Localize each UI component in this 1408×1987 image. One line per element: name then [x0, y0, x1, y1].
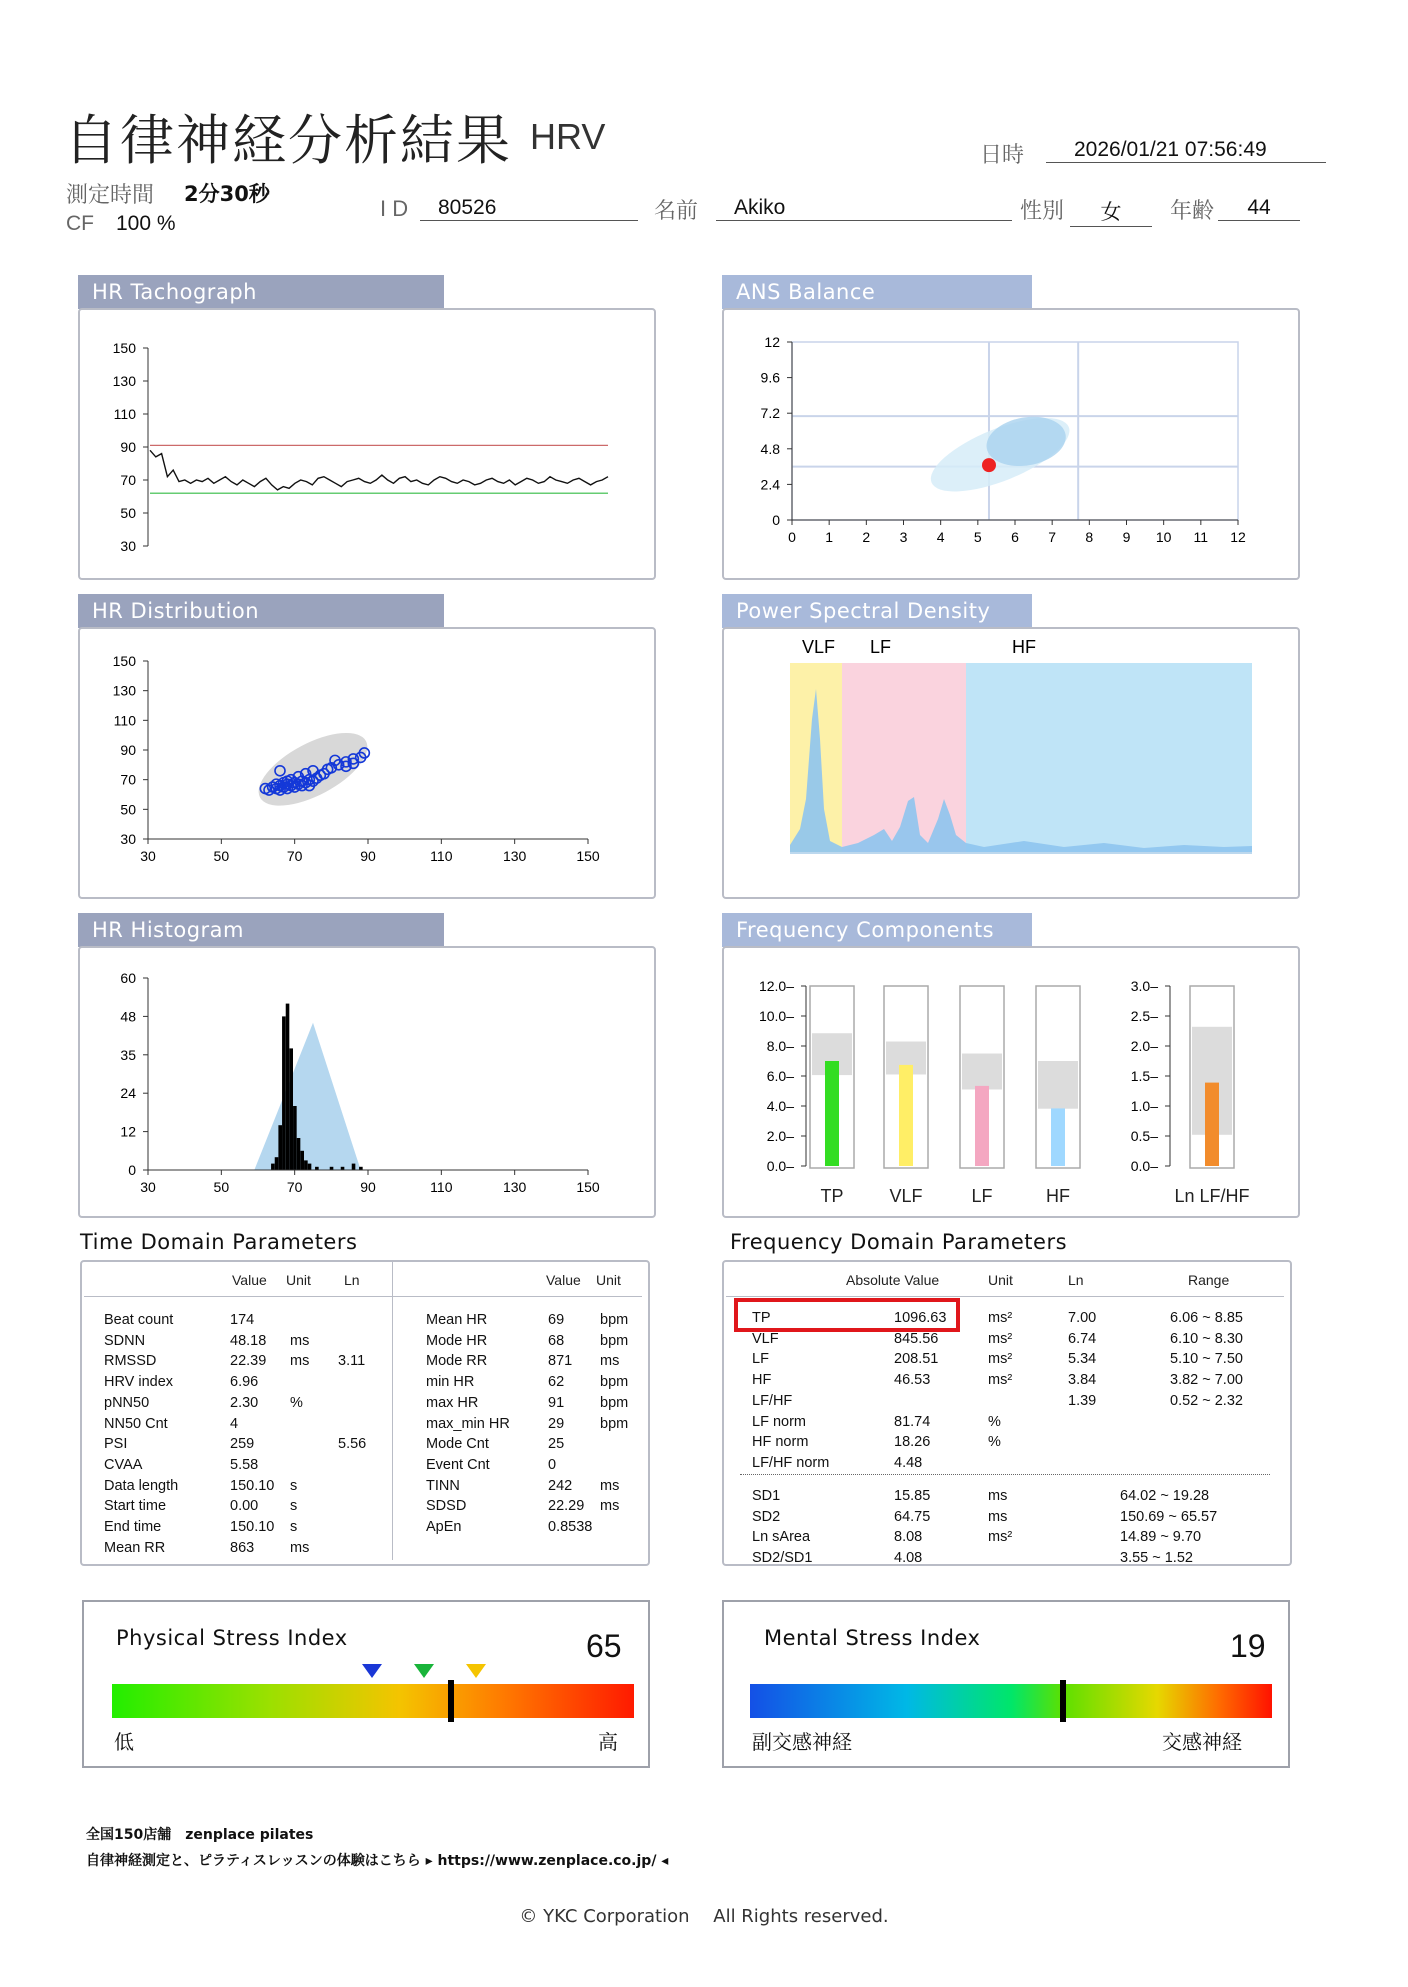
param-range: 0.52 ~ 2.32: [1170, 1392, 1243, 1409]
param-name: LF/HF norm: [752, 1454, 830, 1471]
param-name: pNN50: [104, 1394, 150, 1411]
param-name: CVAA: [104, 1456, 143, 1473]
param-unit: s: [290, 1498, 298, 1515]
param-unit: %: [988, 1413, 1001, 1430]
y-tick-label: 2.4: [760, 476, 780, 493]
param-unit: ms²: [988, 1330, 1013, 1347]
ans-balance-chart: [724, 310, 1296, 576]
param-name: SDSD: [426, 1498, 467, 1515]
component-label: Ln LF/HF: [1174, 1186, 1250, 1206]
mental-stress-low-label: 副交感神経: [752, 1730, 852, 1754]
band-label-lf: LF: [870, 637, 892, 657]
param-name: max HR: [426, 1394, 479, 1411]
header-absolute-value: Absolute Value: [846, 1272, 940, 1288]
y-tick-label: 130: [112, 373, 136, 389]
param-range: 64.02 ~ 19.28: [1120, 1488, 1210, 1504]
hr-histogram-tab: HR Histogram: [78, 913, 444, 947]
x-tick-label: 3: [899, 529, 908, 545]
physical-stress-high-label: 高: [598, 1730, 618, 1754]
param-value: 2.30: [230, 1394, 259, 1411]
mental-stress-value: 19: [1230, 1628, 1266, 1664]
id-label: I D: [380, 196, 409, 221]
y-tick-label: 0: [772, 512, 780, 528]
param-value: 18.26: [894, 1434, 931, 1451]
hr-tachograph-chart: [80, 310, 652, 576]
param-value: 845.56: [894, 1330, 939, 1347]
header-unit: Unit: [988, 1272, 1013, 1288]
y-tick-label: 9.6: [760, 369, 780, 386]
param-value: 0.8538: [548, 1519, 593, 1535]
param-range: 6.10 ~ 8.30: [1170, 1330, 1243, 1347]
param-name: Event Cnt: [426, 1456, 490, 1473]
measure-time-label: 測定時間: [66, 183, 155, 208]
band-label-hf: HF: [1012, 637, 1036, 657]
y-tick-label: 110: [113, 712, 136, 729]
x-tick-label: 130: [502, 1179, 527, 1195]
param-value: 29: [548, 1415, 565, 1432]
param-value: 68: [548, 1332, 565, 1349]
x-tick-label: 130: [502, 848, 527, 864]
param-unit: bpm: [600, 1415, 629, 1432]
param-unit: %: [988, 1434, 1001, 1451]
param-value: 48.18: [230, 1332, 267, 1349]
param-name: ApEn: [426, 1519, 462, 1535]
age-value: 44: [1218, 196, 1300, 221]
param-ln: 3.11: [338, 1353, 366, 1370]
param-ln: 3.84: [1068, 1372, 1097, 1389]
param-name: VLF: [752, 1330, 779, 1347]
param-name: TINN: [426, 1477, 460, 1494]
param-unit: ms: [290, 1332, 310, 1349]
y-tick-label: 12.0–: [758, 978, 794, 994]
param-unit: ms²: [988, 1351, 1013, 1368]
physical-stress-title: Physical Stress Index: [116, 1626, 348, 1650]
param-value: 208.51: [894, 1351, 939, 1368]
param-name: HRV index: [104, 1374, 174, 1391]
histogram-bar: [308, 1164, 312, 1170]
param-name: Mode RR: [426, 1353, 488, 1370]
x-tick-label: 7: [1048, 529, 1057, 545]
y-tick-label: 70: [120, 771, 136, 788]
tp-highlight-box: [734, 1298, 960, 1332]
cf-label: CF: [66, 212, 94, 235]
param-name: HF norm: [752, 1434, 809, 1451]
measure-time-value: 2分30秒: [184, 182, 270, 206]
hr-tachograph-tab: HR Tachograph: [78, 275, 444, 309]
param-range: 14.89 ~ 9.70: [1120, 1529, 1202, 1546]
x-tick-label: 50: [213, 848, 230, 864]
param-name: Mode HR: [426, 1332, 488, 1349]
y-tick-label: 50: [120, 801, 136, 818]
param-unit: %: [290, 1394, 303, 1411]
param-unit: s: [290, 1519, 298, 1535]
x-tick-label: 0: [788, 529, 796, 545]
param-unit: ms²: [988, 1529, 1013, 1546]
x-tick-label: 150: [576, 848, 600, 864]
name-label: 名前: [654, 199, 699, 224]
param-unit: bpm: [600, 1312, 629, 1328]
tinn-triangle: [254, 1023, 360, 1170]
freq-domain-dotted-divider: [740, 1474, 1270, 1475]
y-tick-label: 12: [120, 1123, 136, 1140]
param-unit: bpm: [600, 1374, 629, 1391]
param-name: HF: [752, 1372, 772, 1389]
histogram-bar: [300, 1151, 304, 1170]
param-name: PSI: [104, 1436, 128, 1453]
param-value: 22.29: [548, 1498, 585, 1515]
param-value: 4.08: [894, 1550, 923, 1567]
physical-stress-indicators: [84, 1660, 644, 1682]
histogram-bar: [293, 1106, 297, 1170]
param-ln: 5.56: [338, 1436, 367, 1453]
param-value: 22.39: [230, 1353, 267, 1370]
param-value: 62: [548, 1374, 565, 1391]
param-name: LF: [752, 1351, 769, 1368]
param-name: Start time: [104, 1498, 167, 1515]
x-tick-label: 90: [360, 848, 376, 864]
histogram-bar: [282, 1016, 286, 1170]
param-unit: ms: [988, 1488, 1008, 1504]
mental-stress-marker: [1060, 1680, 1066, 1722]
param-name: NN50 Cnt: [104, 1415, 168, 1432]
param-name: Mean RR: [104, 1539, 166, 1556]
param-range: 3.82 ~ 7.00: [1170, 1372, 1243, 1389]
hr-distribution-tab: HR Distribution: [78, 594, 444, 628]
param-name: Beat count: [104, 1312, 174, 1328]
x-tick-label: 12: [1230, 529, 1246, 545]
param-value: 46.53: [894, 1372, 931, 1389]
param-unit: ms: [290, 1539, 310, 1556]
header-unit: Unit: [286, 1272, 311, 1288]
component-bar-lnlfhf: [1205, 1083, 1219, 1166]
param-name: Mean HR: [426, 1312, 488, 1328]
y-tick-label: 110: [113, 406, 136, 422]
param-value: 150.10: [230, 1519, 275, 1535]
x-tick-label: 110: [430, 848, 453, 864]
y-tick-label: 24: [120, 1085, 136, 1102]
param-name: Data length: [104, 1477, 179, 1494]
x-tick-label: 30: [140, 848, 156, 864]
y-tick-label: 4.0–: [766, 1098, 794, 1114]
param-name: End time: [104, 1519, 162, 1535]
mental-stress-title: Mental Stress Index: [764, 1626, 981, 1650]
param-name: Ln sArea: [752, 1529, 811, 1546]
param-value: 15.85: [894, 1488, 931, 1504]
x-tick-label: 150: [576, 1179, 600, 1195]
y-tick-label: 130: [112, 682, 136, 699]
y-tick-label: 48: [120, 1008, 136, 1025]
y-tick-label: 35: [120, 1046, 136, 1063]
physical-stress-marker: [448, 1680, 454, 1722]
param-name: min HR: [426, 1374, 475, 1391]
param-name: SD2: [752, 1508, 781, 1525]
report-subtitle: HRV: [530, 116, 606, 157]
blue-triangle-icon: [362, 1664, 382, 1678]
component-reference-range: [962, 1054, 1002, 1090]
histogram-bar: [286, 1004, 290, 1170]
param-value: 5.58: [230, 1456, 259, 1473]
param-ln: 7.00: [1068, 1310, 1097, 1326]
id-value: 80526: [420, 196, 638, 221]
param-value: 871: [548, 1353, 573, 1370]
param-name: RMSSD: [104, 1353, 157, 1370]
param-value: 1096.63: [894, 1310, 947, 1326]
x-tick-label: 2: [862, 529, 871, 545]
y-tick-label: 0: [128, 1162, 136, 1178]
y-tick-label: 2.0–: [1130, 1038, 1158, 1054]
x-tick-label: 90: [360, 1179, 376, 1195]
param-ln: 6.74: [1068, 1330, 1097, 1347]
y-tick-label: 10.0–: [758, 1008, 794, 1024]
hr-histogram-chart: [80, 948, 652, 1214]
histogram-bar: [278, 1125, 282, 1170]
mental-stress-gradient-bar: [750, 1684, 1272, 1718]
y-tick-label: 3.0–: [1130, 978, 1158, 994]
param-value: 81.74: [894, 1413, 931, 1430]
physical-stress-gradient-bar: [112, 1684, 634, 1718]
y-tick-label: 12: [764, 334, 780, 350]
x-tick-label: 30: [140, 1179, 156, 1195]
distribution-ellipse: [248, 718, 378, 820]
yellow-triangle-icon: [466, 1664, 486, 1678]
cf-value: 100 %: [116, 212, 176, 235]
param-value: 863: [230, 1539, 255, 1556]
hr-series-line: [150, 450, 608, 490]
physical-stress-low-label: 低: [114, 1730, 134, 1754]
datetime-value: 2026/01/21 07:56:49: [1046, 138, 1326, 163]
datetime-label: 日時: [980, 143, 1025, 168]
x-tick-label: 9: [1122, 529, 1131, 545]
report-title: 自律神経分析結果: [64, 109, 512, 172]
param-value: 69: [548, 1312, 565, 1328]
param-unit: ms: [290, 1353, 310, 1370]
x-tick-label: 70: [286, 1179, 303, 1195]
param-value: 91: [548, 1394, 565, 1411]
component-bar-lf: [975, 1086, 989, 1166]
param-name: max_min HR: [426, 1415, 510, 1432]
header-ln: Ln: [1068, 1272, 1084, 1288]
y-tick-label: 30: [120, 831, 136, 847]
param-value: 25: [548, 1436, 565, 1453]
param-value: 259: [230, 1436, 255, 1453]
y-tick-label: 50: [120, 505, 136, 521]
current-point: [982, 458, 996, 472]
x-tick-label: 70: [286, 848, 303, 864]
freq-components-chart: [724, 948, 1296, 1214]
band-label-vlf: VLF: [802, 637, 836, 657]
header-unit: Unit: [596, 1272, 621, 1288]
y-tick-label: 150: [112, 340, 136, 356]
component-label: HF: [1046, 1186, 1070, 1206]
histogram-bar: [352, 1164, 356, 1170]
freq-components-tab: Frequency Components: [722, 913, 1032, 947]
component-bar-tp: [825, 1061, 839, 1166]
footer-line-1: 全国150店舗 zenplace pilates: [86, 1827, 314, 1843]
x-tick-label: 5: [973, 529, 982, 545]
param-unit: bpm: [600, 1394, 629, 1411]
psd-tab: Power Spectral Density: [722, 594, 1032, 628]
name-value: Akiko: [716, 196, 1012, 221]
component-bar-hf: [1051, 1108, 1065, 1166]
component-bar-vlf: [899, 1065, 913, 1166]
y-tick-label: 2.5–: [1130, 1008, 1158, 1024]
y-tick-label: 6.0–: [766, 1068, 794, 1084]
x-tick-label: 10: [1155, 529, 1172, 545]
param-unit: ms: [988, 1508, 1008, 1525]
param-unit: ms²: [988, 1310, 1013, 1326]
param-unit: ms: [600, 1477, 620, 1494]
x-tick-label: 8: [1085, 529, 1094, 545]
y-tick-label: 4.8: [760, 440, 780, 457]
y-tick-label: 90: [120, 742, 136, 758]
param-range: 3.55 ~ 1.52: [1120, 1550, 1193, 1567]
param-name: LF norm: [752, 1413, 806, 1430]
component-label: LF: [971, 1186, 993, 1206]
component-reference-range: [1038, 1061, 1078, 1109]
hr-distribution-chart: [80, 629, 652, 895]
component-label: TP: [820, 1186, 844, 1206]
mental-stress-high-label: 交感神経: [1162, 1730, 1242, 1754]
x-tick-label: 11: [1193, 529, 1209, 545]
y-tick-label: 0.5–: [1130, 1128, 1158, 1144]
x-tick-label: 110: [430, 1179, 453, 1195]
y-tick-label: 7.2: [760, 405, 780, 422]
hf-band: [966, 663, 1252, 853]
histogram-bar: [289, 1048, 293, 1170]
param-unit: s: [290, 1477, 298, 1494]
param-value: 0: [548, 1456, 557, 1473]
param-unit: ms: [600, 1498, 620, 1515]
time-domain-divider: [392, 1262, 393, 1560]
green-triangle-icon: [414, 1664, 434, 1678]
param-name: TP: [752, 1310, 771, 1326]
header-range: Range: [1188, 1272, 1230, 1288]
x-tick-label: 1: [825, 529, 834, 545]
component-label: VLF: [889, 1186, 923, 1206]
param-value: 4.48: [894, 1454, 923, 1471]
age-label: 年齢: [1170, 199, 1215, 224]
param-name: LF/HF: [752, 1392, 793, 1409]
x-tick-label: 50: [213, 1179, 230, 1195]
histogram-bar: [304, 1160, 308, 1170]
param-value: 6.96: [230, 1374, 259, 1391]
y-tick-label: 1.0–: [1130, 1098, 1158, 1114]
param-range: 150.69 ~ 65.57: [1120, 1508, 1218, 1525]
x-tick-label: 4: [936, 529, 945, 545]
y-tick-label: 8.0–: [766, 1038, 794, 1054]
param-name: Mode Cnt: [426, 1436, 489, 1453]
header-ln: Ln: [344, 1272, 360, 1288]
time-domain-title: Time Domain Parameters: [80, 1230, 358, 1254]
y-tick-label: 70: [120, 472, 136, 488]
mental-stress-box: [722, 1600, 1290, 1768]
psd-chart: [724, 629, 1296, 895]
ans-balance-tab: ANS Balance: [722, 275, 1032, 309]
param-name: SD2/SD1: [752, 1550, 813, 1567]
y-tick-label: 2.0–: [766, 1128, 794, 1144]
physical-stress-box: [82, 1600, 650, 1768]
physical-stress-value: 65: [586, 1628, 622, 1664]
y-tick-label: 150: [112, 653, 136, 669]
param-value: 0.00: [230, 1498, 259, 1515]
param-range: 6.06 ~ 8.85: [1170, 1310, 1243, 1326]
param-value: 4: [230, 1415, 239, 1432]
param-ln: 5.34: [1068, 1351, 1097, 1368]
param-ln: 1.39: [1068, 1392, 1097, 1409]
y-tick-label: 30: [120, 538, 136, 554]
y-tick-label: 60: [120, 970, 136, 986]
sex-label: 性別: [1020, 199, 1065, 224]
param-unit: bpm: [600, 1332, 629, 1349]
param-name: SDNN: [104, 1332, 146, 1349]
x-tick-label: 6: [1011, 529, 1019, 545]
y-tick-label: 1.5–: [1130, 1068, 1158, 1084]
freq-domain-header-rule: [726, 1296, 1284, 1297]
time-domain-header-rule: [84, 1296, 642, 1297]
param-value: 64.75: [894, 1508, 931, 1525]
histogram-bar: [275, 1157, 279, 1170]
param-value: 8.08: [894, 1529, 923, 1546]
y-tick-label: 0.0–: [766, 1158, 794, 1174]
histogram-bar: [297, 1138, 301, 1170]
copyright: © YKC Corporation All Rights reserved.: [519, 1906, 889, 1927]
header-value: Value: [546, 1272, 581, 1288]
param-name: SD1: [752, 1488, 781, 1504]
param-unit: ms: [600, 1353, 620, 1370]
y-tick-label: 90: [120, 439, 136, 455]
param-unit: ms²: [988, 1372, 1013, 1389]
param-value: 242: [548, 1477, 573, 1494]
footer-line-2[interactable]: 自律神経測定と、ピラティスレッスンの体験はこちら ▸ https://www.zenplace.co.jp/ ◂: [86, 1853, 669, 1869]
y-tick-label: 0.0–: [1130, 1158, 1158, 1174]
param-value: 174: [230, 1312, 255, 1328]
param-value: 150.10: [230, 1477, 275, 1494]
sex-value: 女: [1070, 196, 1152, 227]
freq-domain-title: Frequency Domain Parameters: [730, 1230, 1068, 1254]
histogram-bar: [271, 1164, 275, 1170]
param-range: 5.10 ~ 7.50: [1170, 1351, 1243, 1368]
header-value: Value: [232, 1272, 267, 1288]
